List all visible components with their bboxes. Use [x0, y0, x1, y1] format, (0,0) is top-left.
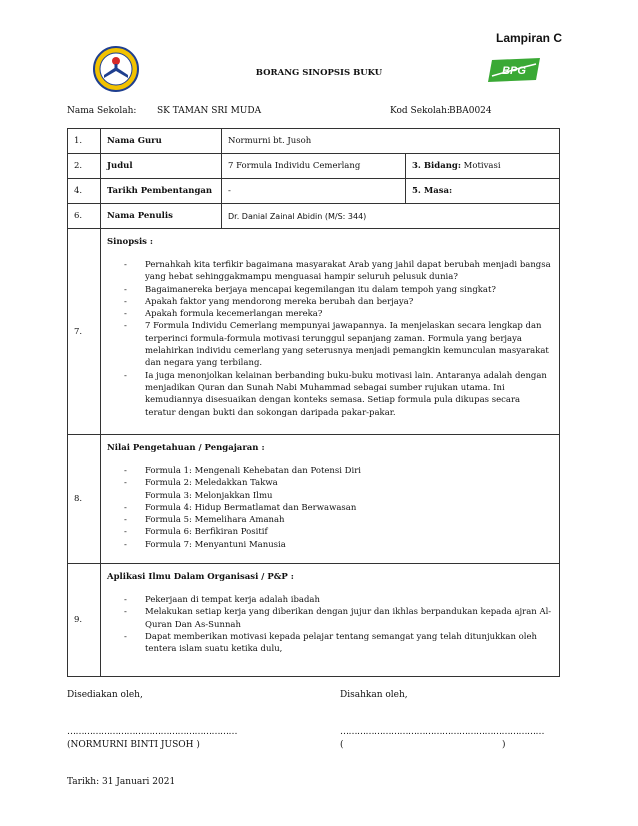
row-label: Nama Guru	[101, 129, 222, 154]
row-tarikh	[68, 179, 560, 204]
row-value: Dr. Danial Zainal Abidin (M/S: 344)	[222, 204, 560, 229]
row-number: 8.	[68, 435, 101, 564]
approved-name-close: )	[502, 740, 506, 750]
row-penulis	[68, 204, 560, 229]
approved-name-open: (	[340, 740, 344, 750]
list-item: - Pekerjaan di tempat kerja adalah ibadah	[124, 594, 553, 606]
list-item: - Formula 4: Hidup Bermatlamat dan Berwawasan	[124, 502, 553, 514]
list-item: - Formula 5: Memelihara Amanah	[124, 514, 553, 526]
row-label: Judul	[101, 154, 222, 179]
row-nama-guru	[68, 129, 560, 154]
row-value: Normurni bt. Jusoh	[222, 129, 560, 154]
row-nilai	[68, 435, 560, 564]
code-label: Kod Sekolah:	[390, 106, 450, 116]
lampiran-label: Lampiran C	[495, 31, 562, 45]
synopsis-table	[67, 128, 560, 677]
row-value: -	[222, 179, 406, 204]
aplikasi-list	[107, 594, 553, 655]
svg-text:BPG: BPG	[502, 65, 526, 77]
list-item: - Bagaimanereka berjaya mencapai kegemilangan itu dalam tempoh yang singkat?	[124, 284, 553, 296]
section-title: Aplikasi Ilmu Dalam Organisasi / P&P :	[107, 572, 294, 582]
row-number: 2.	[68, 154, 101, 179]
list-item: - 7 Formula Individu Cemerlang mempunyai jawapannya. Ia menjelaskan secara lengkap dan terperinci formula-formula motivasi terunggul sepanjang zaman. Formula yang berjaya melahirkan individu cemerlang yang seterusnya menjadi pemangkin kemunculan masyarakat dan negara yang terbilang.	[124, 320, 553, 369]
bidang-value: Motivasi	[463, 161, 501, 171]
code-value: BBA0024	[449, 106, 492, 116]
list-item: - Formula 1: Mengenali Kehebatan dan Potensi Diri	[124, 465, 553, 477]
list-item: Formula 3: Melonjakkan Ilmu	[145, 490, 273, 501]
list-item: - Ia juga menonjolkan kelainan berbanding buku-buku motivasi lain. Antaranya adalah dengan menjadikan Quran dan Sunah Nabi Muhammad sebagai sumber rujukan utama. Ini kemudiannya disesuaikan dengan konteks semasa. Setiap formula pula dikupas secara teratur dengan bukti dan sokongan daripada pakar-pakar.	[124, 370, 553, 419]
row-value: 7 Formula Individu Cemerlang	[222, 154, 406, 179]
form-title: BORANG SINOPSIS BUKU	[255, 68, 383, 78]
bidang-cell	[406, 154, 560, 179]
sinopsis-list	[107, 259, 553, 419]
row-sinopsis	[68, 229, 560, 435]
row-number: 4.	[68, 179, 101, 204]
prepared-by-label: Disediakan oleh,	[67, 690, 143, 700]
school-value: SK TAMAN SRI MUDA	[157, 106, 262, 116]
row-number: 7.	[68, 229, 101, 435]
nilai-list	[107, 465, 553, 551]
prepared-name: (NORMURNI BINTI JUSOH )	[67, 740, 200, 750]
list-item: - Formula 6: Berfikiran Positif	[124, 526, 553, 538]
nilai-cell	[101, 435, 560, 564]
row-number: 9.	[68, 564, 101, 677]
section-title: Sinopsis :	[107, 237, 154, 247]
aplikasi-cell	[101, 564, 560, 677]
list-item: - Formula 7: Menyantuni Manusia	[124, 539, 553, 551]
approved-by-label: Disahkan oleh,	[340, 690, 408, 700]
list-item: - Dapat memberikan motivasi kepada pelajar tentang semangat yang telah ditunjukkan oleh tentera islam suatu ketika dulu,	[124, 631, 553, 656]
list-item: - Pernahkah kita terfikir bagaimana masyarakat Arab yang jahil dapat berubah menjadi bangsa yang hebat sehinggakmampu menguasai hampir seluruh pelusuk dunia?	[124, 259, 553, 284]
bidang-label: 3. Bidang:	[412, 161, 461, 171]
list-item: - Melakukan setiap kerja yang diberikan dengan jujur dan ikhlas berpandukan kepada ajran Al-Quran Dan As-Sunnah	[124, 606, 553, 631]
school-label: Nama Sekolah:	[67, 106, 137, 116]
row-number: 1.	[68, 129, 101, 154]
row-aplikasi	[68, 564, 560, 677]
list-item: - Formula 2: Meledakkan Takwa	[124, 477, 553, 489]
masa-label: 5. Masa:	[412, 186, 453, 196]
row-number: 6.	[68, 204, 101, 229]
approved-signature-line: ………………………………………………………………	[340, 727, 544, 737]
masa-cell	[406, 179, 560, 204]
row-judul	[68, 154, 560, 179]
list-item: - Apakah formula kecemerlangan mereka?	[124, 308, 553, 320]
row-label: Nama Penulis	[101, 204, 222, 229]
prepared-signature-line: ……………………………………………………	[67, 727, 237, 737]
section-title: Nilai Pengetahuan / Pengajaran :	[107, 443, 265, 453]
row-label: Tarikh Pembentangan	[101, 179, 222, 204]
date-label: Tarikh: 31 Januari 2021	[67, 777, 176, 787]
list-item: - Apakah faktor yang mendorong mereka berubah dan berjaya?	[124, 296, 553, 308]
sinopsis-cell	[101, 229, 560, 435]
